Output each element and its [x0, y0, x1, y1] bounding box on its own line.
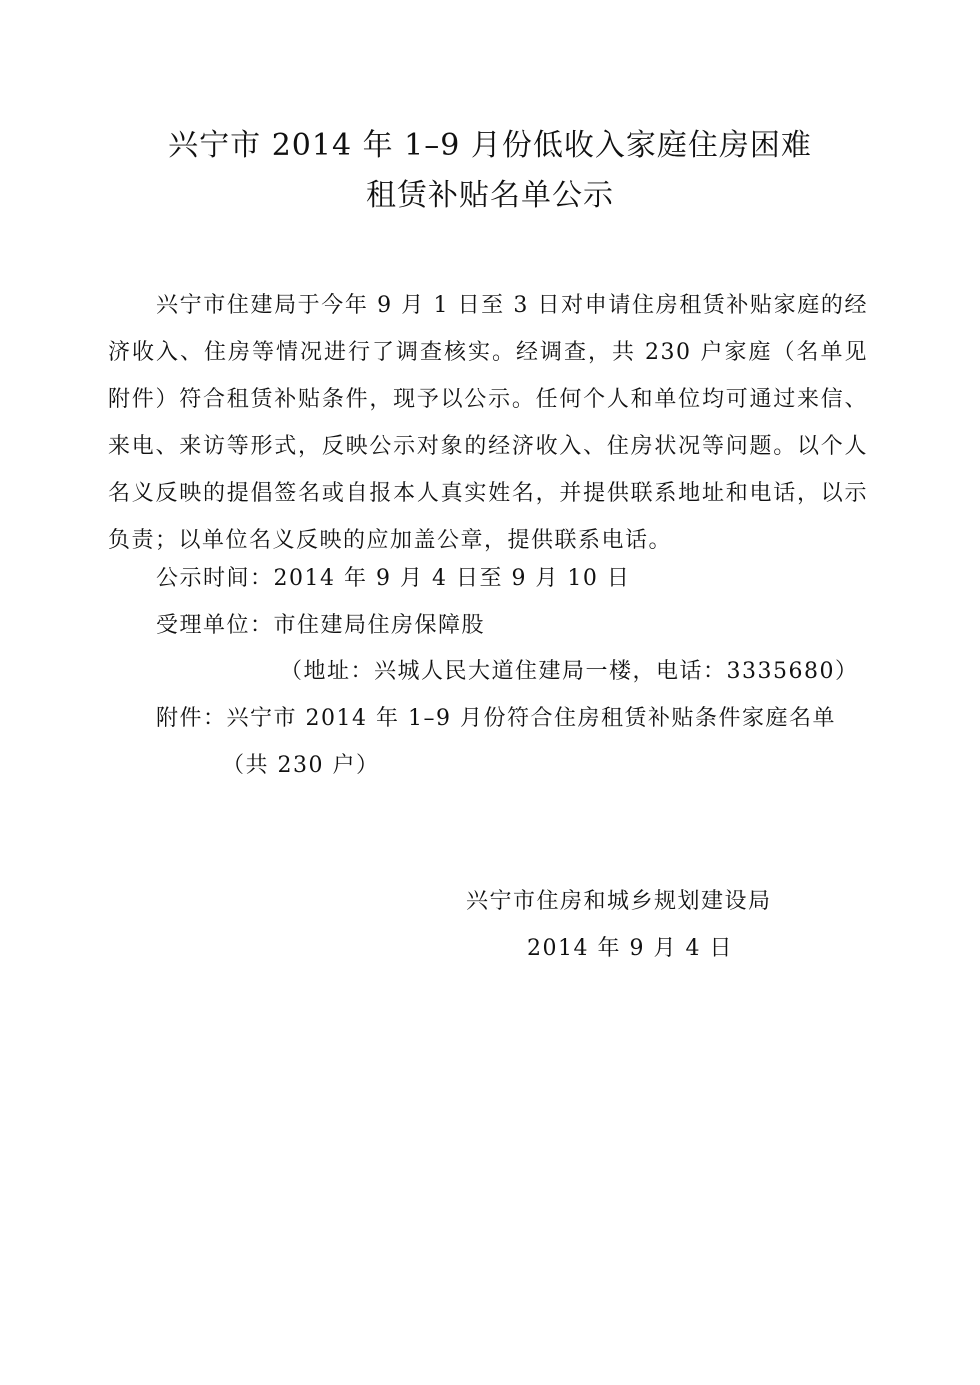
issuing-authority: 兴宁市住房和城乡规划建设局 [466, 889, 772, 914]
document-title-line-1: 兴宁市 2014 年 1–9 月份低收入家庭住房困难 [168, 128, 812, 163]
body-paragraph: 兴宁市住建局于今年 9 月 1 日至 3 日对申请住房租赁补贴家庭的经济收入、住房等情况进行了调查核实。经调查，共 230 户家庭（名单见附件）符合租赁补贴条件，现予以公示。任何个人和单位均可通过来信、来电、来访等形式，反映公示对象的经济收入、住房状况等问题。以个人名义反映的提倡签名或自报本人真实姓名，并提供联系地址和电话，以示负责；以单位名义反映的应加盖公章，提供联系电话。 [108, 293, 868, 553]
contact-address: （地址：兴城人民大道住建局一楼，电话：3335680） [280, 659, 859, 684]
issue-date: 2014 年 9 月 4 日 [527, 936, 733, 961]
attachment-count: （共 230 户） [222, 753, 380, 778]
attachment-line: 附件：兴宁市 2014 年 1–9 月份符合住房租赁补贴条件家庭名单 [156, 706, 836, 731]
publish-time: 公示时间：2014 年 9 月 4 日至 9 月 10 日 [156, 566, 631, 591]
document-title-line-2: 租赁补贴名单公示 [366, 178, 614, 213]
handling-unit: 受理单位：市住建局住房保障股 [156, 613, 486, 638]
